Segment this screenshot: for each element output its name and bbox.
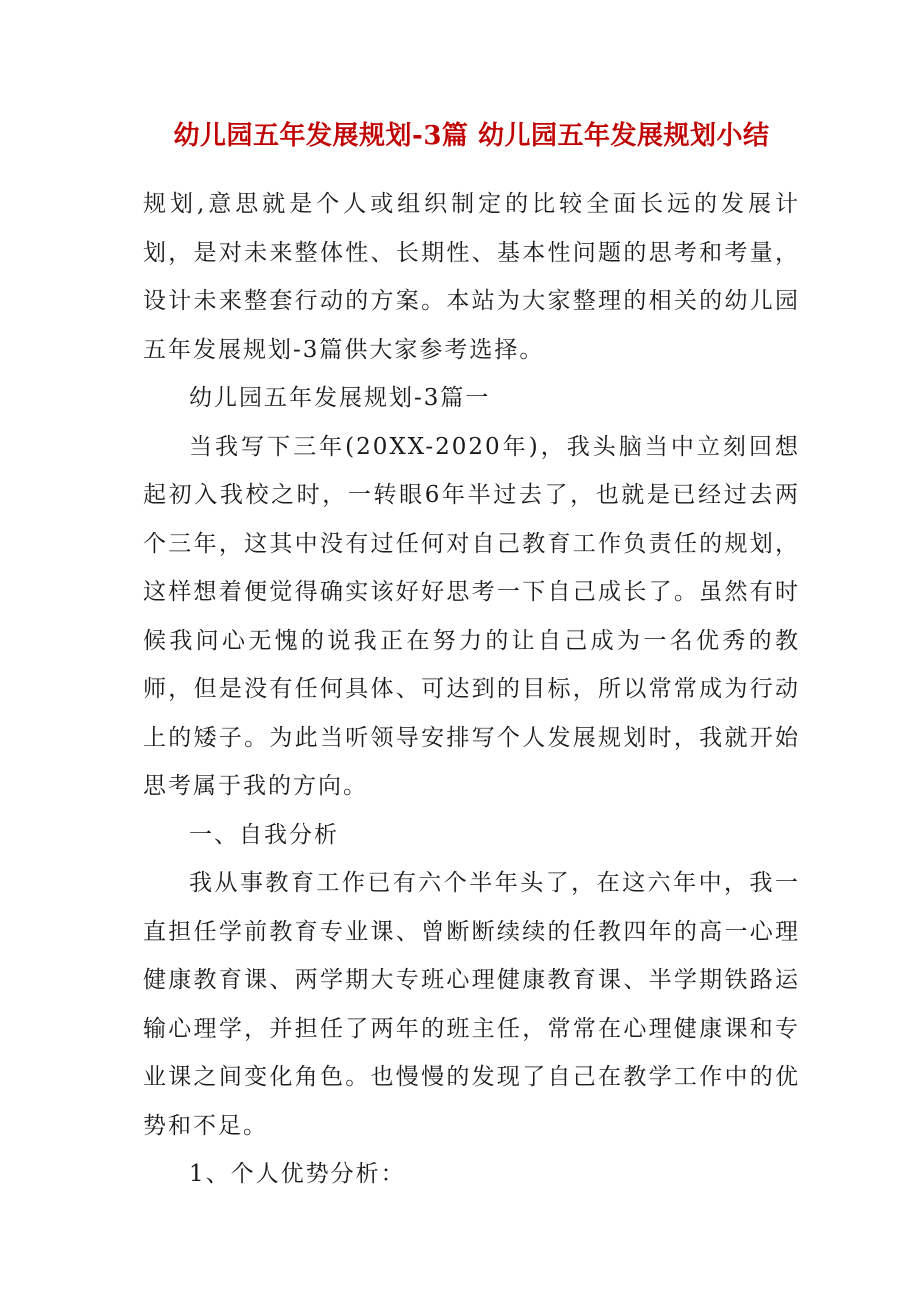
- paragraph-subheading-strengths: 1、个人优势分析：: [189, 1161, 406, 1187]
- document-title: 幼儿园五年发展规划-3篇 幼儿园五年发展规划小结: [173, 121, 770, 151]
- paragraph-main: 当我写下三年(20XX-2020年)，我头脑当中立刻回想起初入我校之时，一转眼6年半过去了，也就是已经过去两个三年，这其中没有过任何对自己教育工作负责任的规划，这样想着便觉得确实该好好思考一下自己成长了。虽然有时候我问心无愧的说我正在努力的让自己成为一名优秀的教师，但是没有任何具体、可达到的目标，所以常常成为行动上的矮子。为此当听领导安排写个人发展规划时，我就开始思考属于我的方向。: [143, 433, 800, 799]
- paragraph-intro: 规划,意思就是个人或组织制定的比较全面长远的发展计划，是对未来整体性、长期性、基本性问题的思考和考量，设计未来整套行动的方案。本站为大家整理的相关的幼儿园五年发展规划-3篇供大家参考选择。: [143, 191, 800, 363]
- document-body: [143, 180, 800, 1199]
- paragraph-section-heading: 幼儿园五年发展规划-3篇一: [189, 385, 491, 411]
- paragraph-subheading-self-analysis: 一、自我分析: [189, 821, 339, 848]
- paragraph-experience: 我从事教育工作已有六个半年头了，在这六年中，我一直担任学前教育专业课、曾断断续续的任教四年的高一心理健康教育课、两学期大专班心理健康教育课、半学期铁路运输心理学，并担任了两年的班主任，常常在心理健康课和专业课之间变化角色。也慢慢的发现了自己在教学工作中的优势和不足。: [143, 870, 800, 1139]
